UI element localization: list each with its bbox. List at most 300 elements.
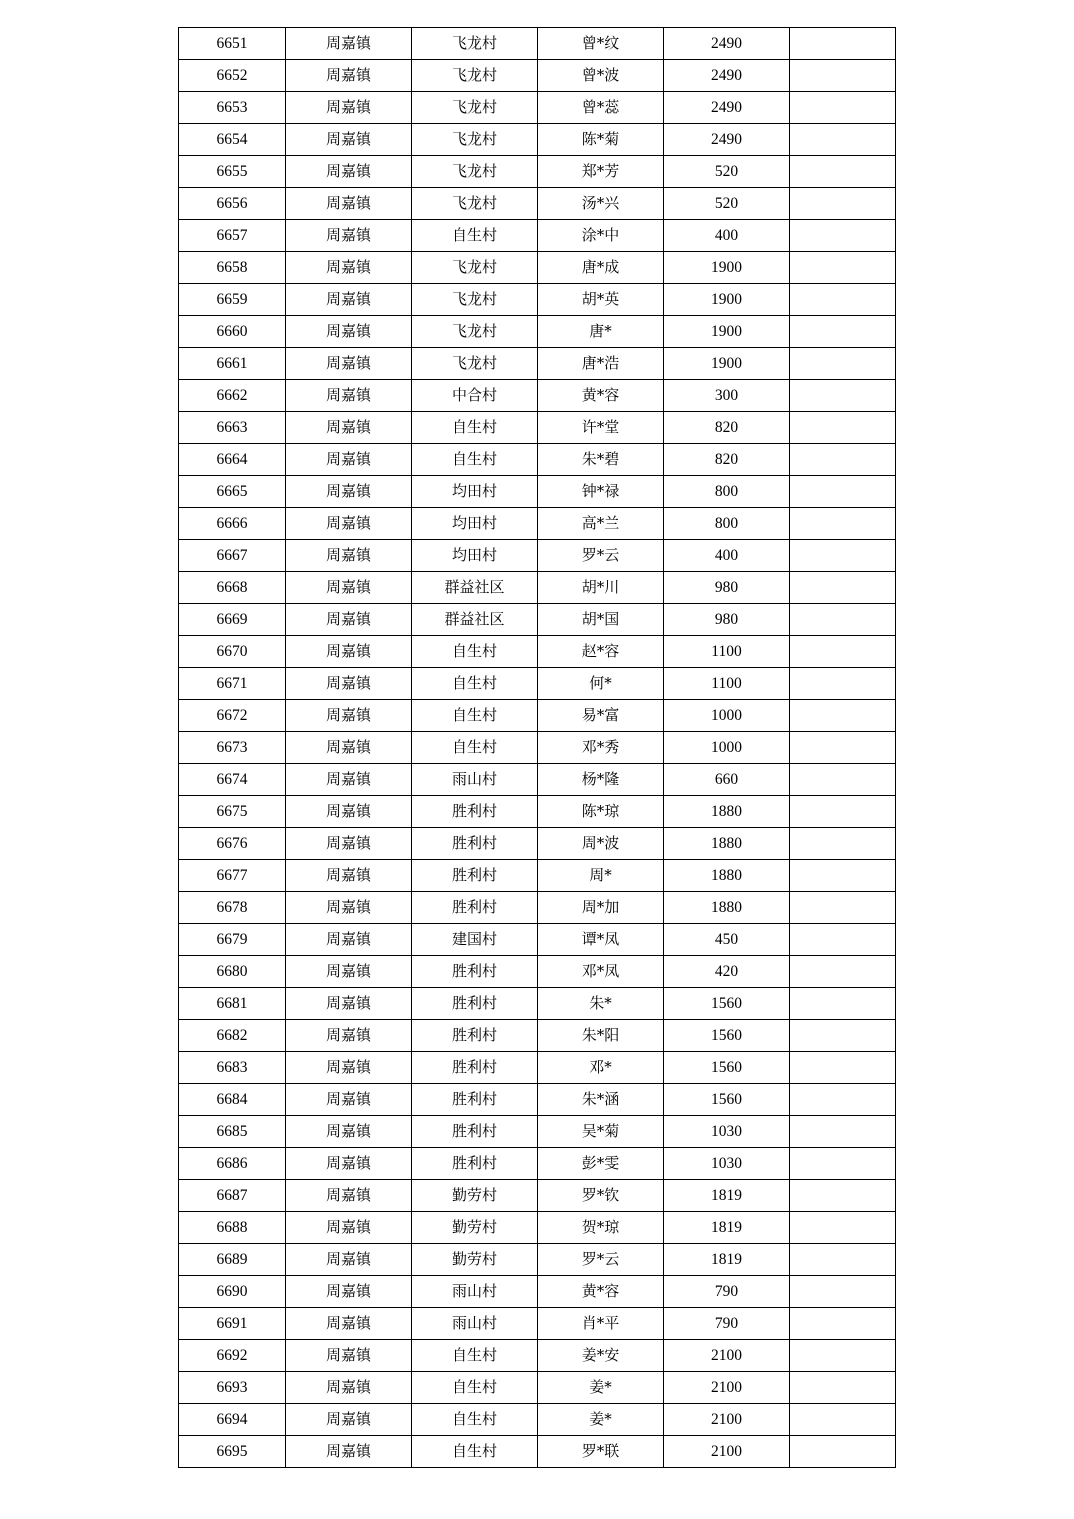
person-name-cell: 胡*英 bbox=[538, 284, 664, 316]
town-cell: 周嘉镇 bbox=[286, 604, 412, 636]
row-number-cell: 6654 bbox=[179, 124, 286, 156]
amount-cell: 1560 bbox=[664, 1084, 790, 1116]
table-row bbox=[179, 956, 896, 988]
row-number-cell: 6675 bbox=[179, 796, 286, 828]
row-number-cell: 6668 bbox=[179, 572, 286, 604]
table-row bbox=[179, 1148, 896, 1180]
village-cell: 飞龙村 bbox=[412, 188, 538, 220]
row-number-cell: 6683 bbox=[179, 1052, 286, 1084]
row-number-cell: 6689 bbox=[179, 1244, 286, 1276]
table-row bbox=[179, 220, 896, 252]
note-cell bbox=[790, 156, 896, 188]
row-number-cell: 6651 bbox=[179, 28, 286, 60]
town-cell: 周嘉镇 bbox=[286, 348, 412, 380]
table-row bbox=[179, 284, 896, 316]
town-cell: 周嘉镇 bbox=[286, 540, 412, 572]
amount-cell: 2100 bbox=[664, 1340, 790, 1372]
note-cell bbox=[790, 1372, 896, 1404]
village-cell: 飞龙村 bbox=[412, 60, 538, 92]
person-name-cell: 曾*蕊 bbox=[538, 92, 664, 124]
note-cell bbox=[790, 1212, 896, 1244]
table-row bbox=[179, 60, 896, 92]
town-cell: 周嘉镇 bbox=[286, 156, 412, 188]
note-cell bbox=[790, 124, 896, 156]
town-cell: 周嘉镇 bbox=[286, 796, 412, 828]
village-cell: 自生村 bbox=[412, 1436, 538, 1468]
town-cell: 周嘉镇 bbox=[286, 892, 412, 924]
town-cell: 周嘉镇 bbox=[286, 412, 412, 444]
town-cell: 周嘉镇 bbox=[286, 92, 412, 124]
village-cell: 胜利村 bbox=[412, 988, 538, 1020]
person-name-cell: 曾*波 bbox=[538, 60, 664, 92]
note-cell bbox=[790, 764, 896, 796]
note-cell bbox=[790, 252, 896, 284]
town-cell: 周嘉镇 bbox=[286, 316, 412, 348]
person-name-cell: 郑*芳 bbox=[538, 156, 664, 188]
amount-cell: 2490 bbox=[664, 60, 790, 92]
town-cell: 周嘉镇 bbox=[286, 1340, 412, 1372]
village-cell: 胜利村 bbox=[412, 1116, 538, 1148]
village-cell: 雨山村 bbox=[412, 1308, 538, 1340]
row-number-cell: 6693 bbox=[179, 1372, 286, 1404]
person-name-cell: 高*兰 bbox=[538, 508, 664, 540]
town-cell: 周嘉镇 bbox=[286, 1436, 412, 1468]
amount-cell: 520 bbox=[664, 188, 790, 220]
amount-cell: 2490 bbox=[664, 124, 790, 156]
person-name-cell: 唐*成 bbox=[538, 252, 664, 284]
village-cell: 自生村 bbox=[412, 1372, 538, 1404]
row-number-cell: 6678 bbox=[179, 892, 286, 924]
village-cell: 飞龙村 bbox=[412, 348, 538, 380]
town-cell: 周嘉镇 bbox=[286, 1244, 412, 1276]
amount-cell: 1819 bbox=[664, 1212, 790, 1244]
note-cell bbox=[790, 1180, 896, 1212]
village-cell: 飞龙村 bbox=[412, 284, 538, 316]
town-cell: 周嘉镇 bbox=[286, 924, 412, 956]
person-name-cell: 周*加 bbox=[538, 892, 664, 924]
row-number-cell: 6676 bbox=[179, 828, 286, 860]
person-name-cell: 唐*浩 bbox=[538, 348, 664, 380]
table-row bbox=[179, 924, 896, 956]
note-cell bbox=[790, 892, 896, 924]
amount-cell: 1880 bbox=[664, 828, 790, 860]
village-cell: 飞龙村 bbox=[412, 316, 538, 348]
note-cell bbox=[790, 1020, 896, 1052]
row-number-cell: 6684 bbox=[179, 1084, 286, 1116]
note-cell bbox=[790, 60, 896, 92]
person-name-cell: 胡*川 bbox=[538, 572, 664, 604]
note-cell bbox=[790, 1052, 896, 1084]
town-cell: 周嘉镇 bbox=[286, 220, 412, 252]
row-number-cell: 6665 bbox=[179, 476, 286, 508]
amount-cell: 980 bbox=[664, 604, 790, 636]
village-cell: 自生村 bbox=[412, 444, 538, 476]
amount-cell: 1900 bbox=[664, 348, 790, 380]
note-cell bbox=[790, 1084, 896, 1116]
town-cell: 周嘉镇 bbox=[286, 124, 412, 156]
row-number-cell: 6655 bbox=[179, 156, 286, 188]
amount-cell: 420 bbox=[664, 956, 790, 988]
note-cell bbox=[790, 476, 896, 508]
row-number-cell: 6695 bbox=[179, 1436, 286, 1468]
town-cell: 周嘉镇 bbox=[286, 828, 412, 860]
village-cell: 飞龙村 bbox=[412, 92, 538, 124]
village-cell: 飞龙村 bbox=[412, 252, 538, 284]
table-row bbox=[179, 124, 896, 156]
table-row bbox=[179, 92, 896, 124]
table-row bbox=[179, 380, 896, 412]
amount-cell: 1560 bbox=[664, 1020, 790, 1052]
row-number-cell: 6688 bbox=[179, 1212, 286, 1244]
person-name-cell: 周*波 bbox=[538, 828, 664, 860]
note-cell bbox=[790, 1148, 896, 1180]
village-cell: 胜利村 bbox=[412, 796, 538, 828]
village-cell: 飞龙村 bbox=[412, 124, 538, 156]
person-name-cell: 朱*涵 bbox=[538, 1084, 664, 1116]
note-cell bbox=[790, 316, 896, 348]
village-cell: 胜利村 bbox=[412, 860, 538, 892]
table-row bbox=[179, 156, 896, 188]
person-name-cell: 陈*琼 bbox=[538, 796, 664, 828]
village-cell: 胜利村 bbox=[412, 1084, 538, 1116]
town-cell: 周嘉镇 bbox=[286, 860, 412, 892]
note-cell bbox=[790, 988, 896, 1020]
amount-cell: 790 bbox=[664, 1276, 790, 1308]
table-row bbox=[179, 1052, 896, 1084]
row-number-cell: 6690 bbox=[179, 1276, 286, 1308]
person-name-cell: 罗*云 bbox=[538, 540, 664, 572]
amount-cell: 820 bbox=[664, 412, 790, 444]
village-cell: 胜利村 bbox=[412, 892, 538, 924]
village-cell: 自生村 bbox=[412, 412, 538, 444]
table-row bbox=[179, 1340, 896, 1372]
person-name-cell: 姜*安 bbox=[538, 1340, 664, 1372]
row-number-cell: 6674 bbox=[179, 764, 286, 796]
amount-cell: 450 bbox=[664, 924, 790, 956]
village-cell: 勤劳村 bbox=[412, 1180, 538, 1212]
village-cell: 自生村 bbox=[412, 220, 538, 252]
person-name-cell: 彭*雯 bbox=[538, 1148, 664, 1180]
person-name-cell: 吴*菊 bbox=[538, 1116, 664, 1148]
town-cell: 周嘉镇 bbox=[286, 284, 412, 316]
village-cell: 雨山村 bbox=[412, 1276, 538, 1308]
person-name-cell: 肖*平 bbox=[538, 1308, 664, 1340]
amount-cell: 1000 bbox=[664, 700, 790, 732]
table-row bbox=[179, 348, 896, 380]
person-name-cell: 许*堂 bbox=[538, 412, 664, 444]
note-cell bbox=[790, 860, 896, 892]
table-row bbox=[179, 636, 896, 668]
table-row bbox=[179, 412, 896, 444]
note-cell bbox=[790, 92, 896, 124]
village-cell: 均田村 bbox=[412, 540, 538, 572]
person-name-cell: 何* bbox=[538, 668, 664, 700]
person-name-cell: 陈*菊 bbox=[538, 124, 664, 156]
village-cell: 均田村 bbox=[412, 476, 538, 508]
person-name-cell: 罗*云 bbox=[538, 1244, 664, 1276]
row-number-cell: 6658 bbox=[179, 252, 286, 284]
town-cell: 周嘉镇 bbox=[286, 700, 412, 732]
village-cell: 胜利村 bbox=[412, 956, 538, 988]
person-name-cell: 钟*禄 bbox=[538, 476, 664, 508]
village-cell: 胜利村 bbox=[412, 1148, 538, 1180]
table-row bbox=[179, 1084, 896, 1116]
person-name-cell: 贺*琼 bbox=[538, 1212, 664, 1244]
row-number-cell: 6691 bbox=[179, 1308, 286, 1340]
row-number-cell: 6679 bbox=[179, 924, 286, 956]
person-name-cell: 邓*凤 bbox=[538, 956, 664, 988]
table-body bbox=[179, 28, 896, 1468]
note-cell bbox=[790, 380, 896, 412]
person-name-cell: 姜* bbox=[538, 1372, 664, 1404]
row-number-cell: 6659 bbox=[179, 284, 286, 316]
amount-cell: 1880 bbox=[664, 892, 790, 924]
village-cell: 中合村 bbox=[412, 380, 538, 412]
town-cell: 周嘉镇 bbox=[286, 1180, 412, 1212]
row-number-cell: 6694 bbox=[179, 1404, 286, 1436]
row-number-cell: 6686 bbox=[179, 1148, 286, 1180]
note-cell bbox=[790, 668, 896, 700]
amount-cell: 520 bbox=[664, 156, 790, 188]
row-number-cell: 6692 bbox=[179, 1340, 286, 1372]
row-number-cell: 6671 bbox=[179, 668, 286, 700]
note-cell bbox=[790, 924, 896, 956]
note-cell bbox=[790, 1244, 896, 1276]
note-cell bbox=[790, 796, 896, 828]
town-cell: 周嘉镇 bbox=[286, 1308, 412, 1340]
amount-cell: 800 bbox=[664, 476, 790, 508]
person-name-cell: 曾*纹 bbox=[538, 28, 664, 60]
row-number-cell: 6687 bbox=[179, 1180, 286, 1212]
town-cell: 周嘉镇 bbox=[286, 668, 412, 700]
town-cell: 周嘉镇 bbox=[286, 1404, 412, 1436]
table-row bbox=[179, 988, 896, 1020]
table-row bbox=[179, 604, 896, 636]
amount-cell: 2100 bbox=[664, 1372, 790, 1404]
data-table bbox=[178, 27, 896, 1468]
town-cell: 周嘉镇 bbox=[286, 1052, 412, 1084]
town-cell: 周嘉镇 bbox=[286, 1276, 412, 1308]
amount-cell: 1880 bbox=[664, 796, 790, 828]
note-cell bbox=[790, 348, 896, 380]
table-row bbox=[179, 476, 896, 508]
note-cell bbox=[790, 604, 896, 636]
village-cell: 自生村 bbox=[412, 1404, 538, 1436]
village-cell: 飞龙村 bbox=[412, 156, 538, 188]
amount-cell: 660 bbox=[664, 764, 790, 796]
amount-cell: 1100 bbox=[664, 636, 790, 668]
village-cell: 群益社区 bbox=[412, 604, 538, 636]
row-number-cell: 6652 bbox=[179, 60, 286, 92]
document-page bbox=[178, 27, 895, 1468]
village-cell: 建国村 bbox=[412, 924, 538, 956]
person-name-cell: 朱*碧 bbox=[538, 444, 664, 476]
village-cell: 勤劳村 bbox=[412, 1212, 538, 1244]
table-row bbox=[179, 860, 896, 892]
town-cell: 周嘉镇 bbox=[286, 956, 412, 988]
table-row bbox=[179, 1436, 896, 1468]
table-row bbox=[179, 700, 896, 732]
person-name-cell: 赵*容 bbox=[538, 636, 664, 668]
amount-cell: 2100 bbox=[664, 1436, 790, 1468]
row-number-cell: 6680 bbox=[179, 956, 286, 988]
town-cell: 周嘉镇 bbox=[286, 1020, 412, 1052]
person-name-cell: 易*富 bbox=[538, 700, 664, 732]
table-row bbox=[179, 508, 896, 540]
table-row bbox=[179, 1308, 896, 1340]
table-row bbox=[179, 1244, 896, 1276]
amount-cell: 1819 bbox=[664, 1180, 790, 1212]
amount-cell: 1560 bbox=[664, 988, 790, 1020]
amount-cell: 1030 bbox=[664, 1116, 790, 1148]
note-cell bbox=[790, 828, 896, 860]
note-cell bbox=[790, 1404, 896, 1436]
note-cell bbox=[790, 700, 896, 732]
table-row bbox=[179, 1212, 896, 1244]
table-row bbox=[179, 1276, 896, 1308]
town-cell: 周嘉镇 bbox=[286, 732, 412, 764]
amount-cell: 1900 bbox=[664, 316, 790, 348]
amount-cell: 2490 bbox=[664, 28, 790, 60]
table-row bbox=[179, 28, 896, 60]
person-name-cell: 邓*秀 bbox=[538, 732, 664, 764]
amount-cell: 820 bbox=[664, 444, 790, 476]
table-row bbox=[179, 1020, 896, 1052]
town-cell: 周嘉镇 bbox=[286, 1116, 412, 1148]
town-cell: 周嘉镇 bbox=[286, 252, 412, 284]
note-cell bbox=[790, 28, 896, 60]
table-row bbox=[179, 668, 896, 700]
row-number-cell: 6662 bbox=[179, 380, 286, 412]
town-cell: 周嘉镇 bbox=[286, 988, 412, 1020]
town-cell: 周嘉镇 bbox=[286, 28, 412, 60]
village-cell: 自生村 bbox=[412, 732, 538, 764]
person-name-cell: 汤*兴 bbox=[538, 188, 664, 220]
town-cell: 周嘉镇 bbox=[286, 1212, 412, 1244]
row-number-cell: 6666 bbox=[179, 508, 286, 540]
amount-cell: 400 bbox=[664, 220, 790, 252]
village-cell: 自生村 bbox=[412, 668, 538, 700]
person-name-cell: 邓* bbox=[538, 1052, 664, 1084]
table-row bbox=[179, 444, 896, 476]
town-cell: 周嘉镇 bbox=[286, 444, 412, 476]
row-number-cell: 6673 bbox=[179, 732, 286, 764]
note-cell bbox=[790, 220, 896, 252]
note-cell bbox=[790, 444, 896, 476]
amount-cell: 790 bbox=[664, 1308, 790, 1340]
row-number-cell: 6672 bbox=[179, 700, 286, 732]
person-name-cell: 杨*隆 bbox=[538, 764, 664, 796]
table-row bbox=[179, 796, 896, 828]
row-number-cell: 6682 bbox=[179, 1020, 286, 1052]
row-number-cell: 6670 bbox=[179, 636, 286, 668]
person-name-cell: 黄*容 bbox=[538, 380, 664, 412]
table-row bbox=[179, 316, 896, 348]
amount-cell: 1030 bbox=[664, 1148, 790, 1180]
row-number-cell: 6685 bbox=[179, 1116, 286, 1148]
note-cell bbox=[790, 1116, 896, 1148]
table-row bbox=[179, 732, 896, 764]
town-cell: 周嘉镇 bbox=[286, 1148, 412, 1180]
village-cell: 勤劳村 bbox=[412, 1244, 538, 1276]
table-row bbox=[179, 1116, 896, 1148]
town-cell: 周嘉镇 bbox=[286, 476, 412, 508]
table-row bbox=[179, 252, 896, 284]
row-number-cell: 6653 bbox=[179, 92, 286, 124]
amount-cell: 1560 bbox=[664, 1052, 790, 1084]
village-cell: 自生村 bbox=[412, 636, 538, 668]
town-cell: 周嘉镇 bbox=[286, 1084, 412, 1116]
note-cell bbox=[790, 412, 896, 444]
village-cell: 群益社区 bbox=[412, 572, 538, 604]
person-name-cell: 涂*中 bbox=[538, 220, 664, 252]
amount-cell: 1900 bbox=[664, 284, 790, 316]
row-number-cell: 6667 bbox=[179, 540, 286, 572]
note-cell bbox=[790, 540, 896, 572]
village-cell: 自生村 bbox=[412, 700, 538, 732]
person-name-cell: 唐* bbox=[538, 316, 664, 348]
row-number-cell: 6677 bbox=[179, 860, 286, 892]
village-cell: 胜利村 bbox=[412, 1020, 538, 1052]
village-cell: 雨山村 bbox=[412, 764, 538, 796]
note-cell bbox=[790, 508, 896, 540]
row-number-cell: 6669 bbox=[179, 604, 286, 636]
amount-cell: 1880 bbox=[664, 860, 790, 892]
town-cell: 周嘉镇 bbox=[286, 1372, 412, 1404]
table-row bbox=[179, 1372, 896, 1404]
village-cell: 自生村 bbox=[412, 1340, 538, 1372]
note-cell bbox=[790, 636, 896, 668]
person-name-cell: 谭*凤 bbox=[538, 924, 664, 956]
amount-cell: 1819 bbox=[664, 1244, 790, 1276]
person-name-cell: 罗*钦 bbox=[538, 1180, 664, 1212]
person-name-cell: 胡*国 bbox=[538, 604, 664, 636]
table-row bbox=[179, 892, 896, 924]
row-number-cell: 6661 bbox=[179, 348, 286, 380]
village-cell: 胜利村 bbox=[412, 1052, 538, 1084]
village-cell: 飞龙村 bbox=[412, 28, 538, 60]
amount-cell: 800 bbox=[664, 508, 790, 540]
amount-cell: 400 bbox=[664, 540, 790, 572]
row-number-cell: 6681 bbox=[179, 988, 286, 1020]
table-row bbox=[179, 1404, 896, 1436]
table-row bbox=[179, 1180, 896, 1212]
note-cell bbox=[790, 1340, 896, 1372]
amount-cell: 2490 bbox=[664, 92, 790, 124]
amount-cell: 1900 bbox=[664, 252, 790, 284]
person-name-cell: 朱* bbox=[538, 988, 664, 1020]
note-cell bbox=[790, 1276, 896, 1308]
town-cell: 周嘉镇 bbox=[286, 764, 412, 796]
town-cell: 周嘉镇 bbox=[286, 60, 412, 92]
row-number-cell: 6663 bbox=[179, 412, 286, 444]
amount-cell: 2100 bbox=[664, 1404, 790, 1436]
table-row bbox=[179, 764, 896, 796]
table-row bbox=[179, 572, 896, 604]
town-cell: 周嘉镇 bbox=[286, 636, 412, 668]
amount-cell: 1100 bbox=[664, 668, 790, 700]
row-number-cell: 6660 bbox=[179, 316, 286, 348]
table-row bbox=[179, 828, 896, 860]
person-name-cell: 周* bbox=[538, 860, 664, 892]
village-cell: 胜利村 bbox=[412, 828, 538, 860]
town-cell: 周嘉镇 bbox=[286, 188, 412, 220]
amount-cell: 1000 bbox=[664, 732, 790, 764]
note-cell bbox=[790, 1436, 896, 1468]
person-name-cell: 朱*阳 bbox=[538, 1020, 664, 1052]
town-cell: 周嘉镇 bbox=[286, 508, 412, 540]
note-cell bbox=[790, 188, 896, 220]
